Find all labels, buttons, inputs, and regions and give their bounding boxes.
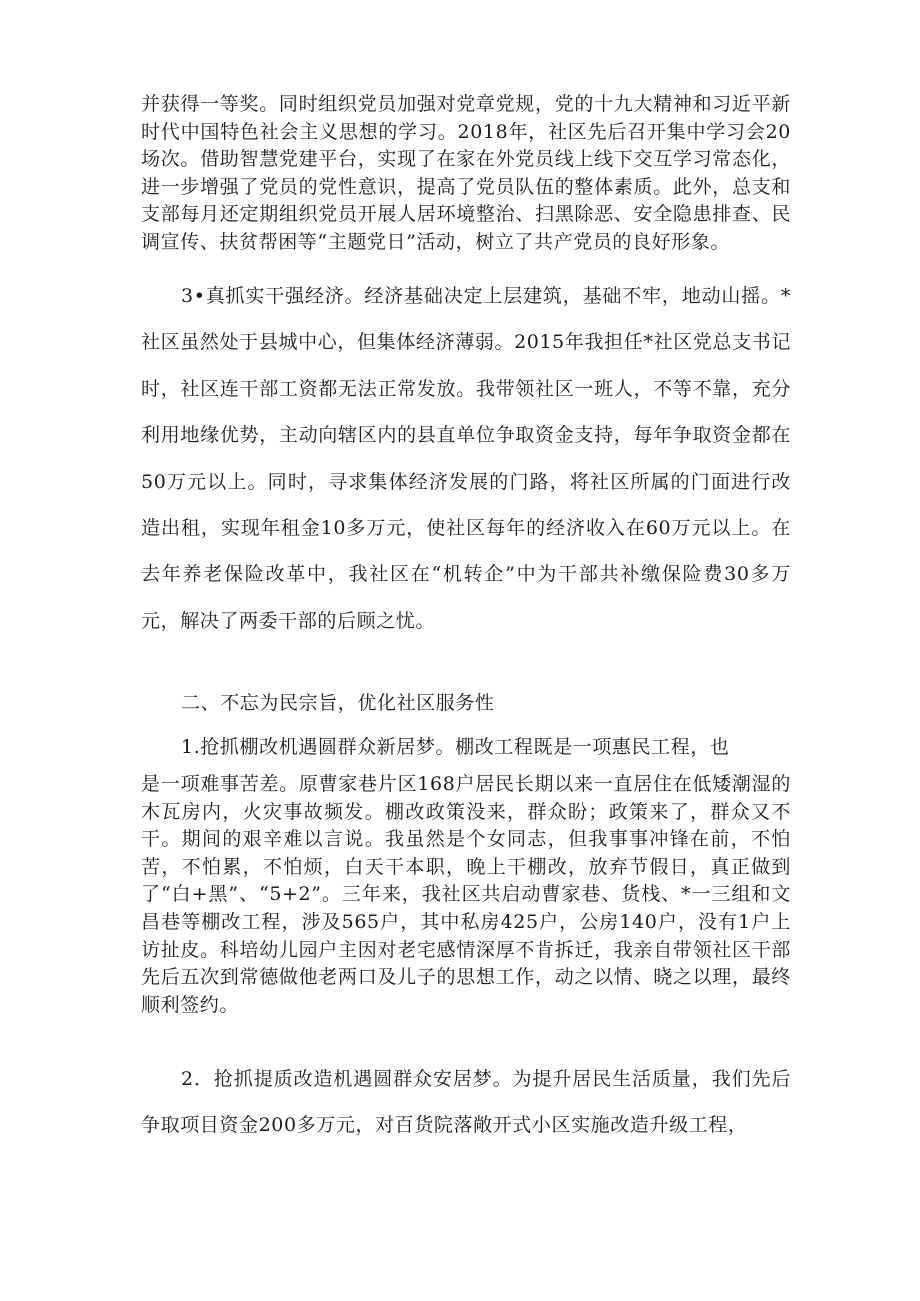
paragraph-shantytown-body: 是一项难事苦差。原曹家巷片区168户居民长期以来一直居住在低矮潮湿的木瓦房内，火灾事故频发。棚改政策没来，群众盼；政策来了，群众又不干。期间的艰辛难以言说。我虽然是个女同志，但我事事冲锋在前，不怕苦，不怕累，不怕烦，白天干本职，晚上干棚改，放弃节假日，真正做到了“白+黑”、“5+2”。三年来，我社区共启动曹家巷、货栈、*一三组和文昌巷等棚改工程，涉及565户，其中私房425户，公房140户，没有1户上访扯皮。科培幼儿园户主因对老宅感情深厚不肯拆迁，我亲自带领社区干部先后五次到常德做他老两口及儿子的思想工作，动之以情、晓之以理，最终顺利签约。 [141,773,791,1016]
paragraph-renovation: 2．抢抓提质改造机遇圆群众安居梦。为提升居民生活质量，我们先后争取项目资金200多万元，对百货院落敞开式小区实施改造升级工程， [141,1068,791,1137]
section-heading-service: 二、不忘为民宗旨，优化社区服务性 [181,692,495,714]
paragraph-shantytown-first-line: 1.抢抓棚改机遇圆群众新居梦。棚改工程既是一项惠民工程，也 [181,736,730,758]
paragraph-economy: 3•真抓实干强经济。经济基础决定上层建筑，基础不牢，地动山摇。*社区虽然处于县城中心，但集体经济薄弱。2015年我担任*社区党总支书记时，社区连干部工资都无法正常发放。我带领社区一班人，不等不靠，充分利用地缘优势，主动向辖区内的县直单位争取资金支持，每年争取资金都在50万元以上。同时，寻求集体经济发展的门路，将社区所属的门面进行改造出租，实现年租金10多万元，使社区每年的经济收入在60万元以上。在去年养老保险改革中，我社区在“机转企”中为干部共补缴保险费30多万元，解决了两委干部的后顾之忧。 [141,285,791,632]
paragraph-party-study: 并获得一等奖。同时组织党员加强对党章党规，党的十九大精神和习近平新时代中国特色社会主义思想的学习。2018年，社区先后召开集中学习会20场次。借助智慧党建平台，实现了在家在外党员线上线下交互学习常态化，进一步增强了党员的党性意识，提高了党员队伍的整体素质。此外，总支和支部每月还定期组织党员开展人居环境整治、扫黑除恶、安全隐患排查、民调宣传、扶贫帮困等“主题党日”活动，树立了共产党员的良好形象。 [141,93,791,253]
